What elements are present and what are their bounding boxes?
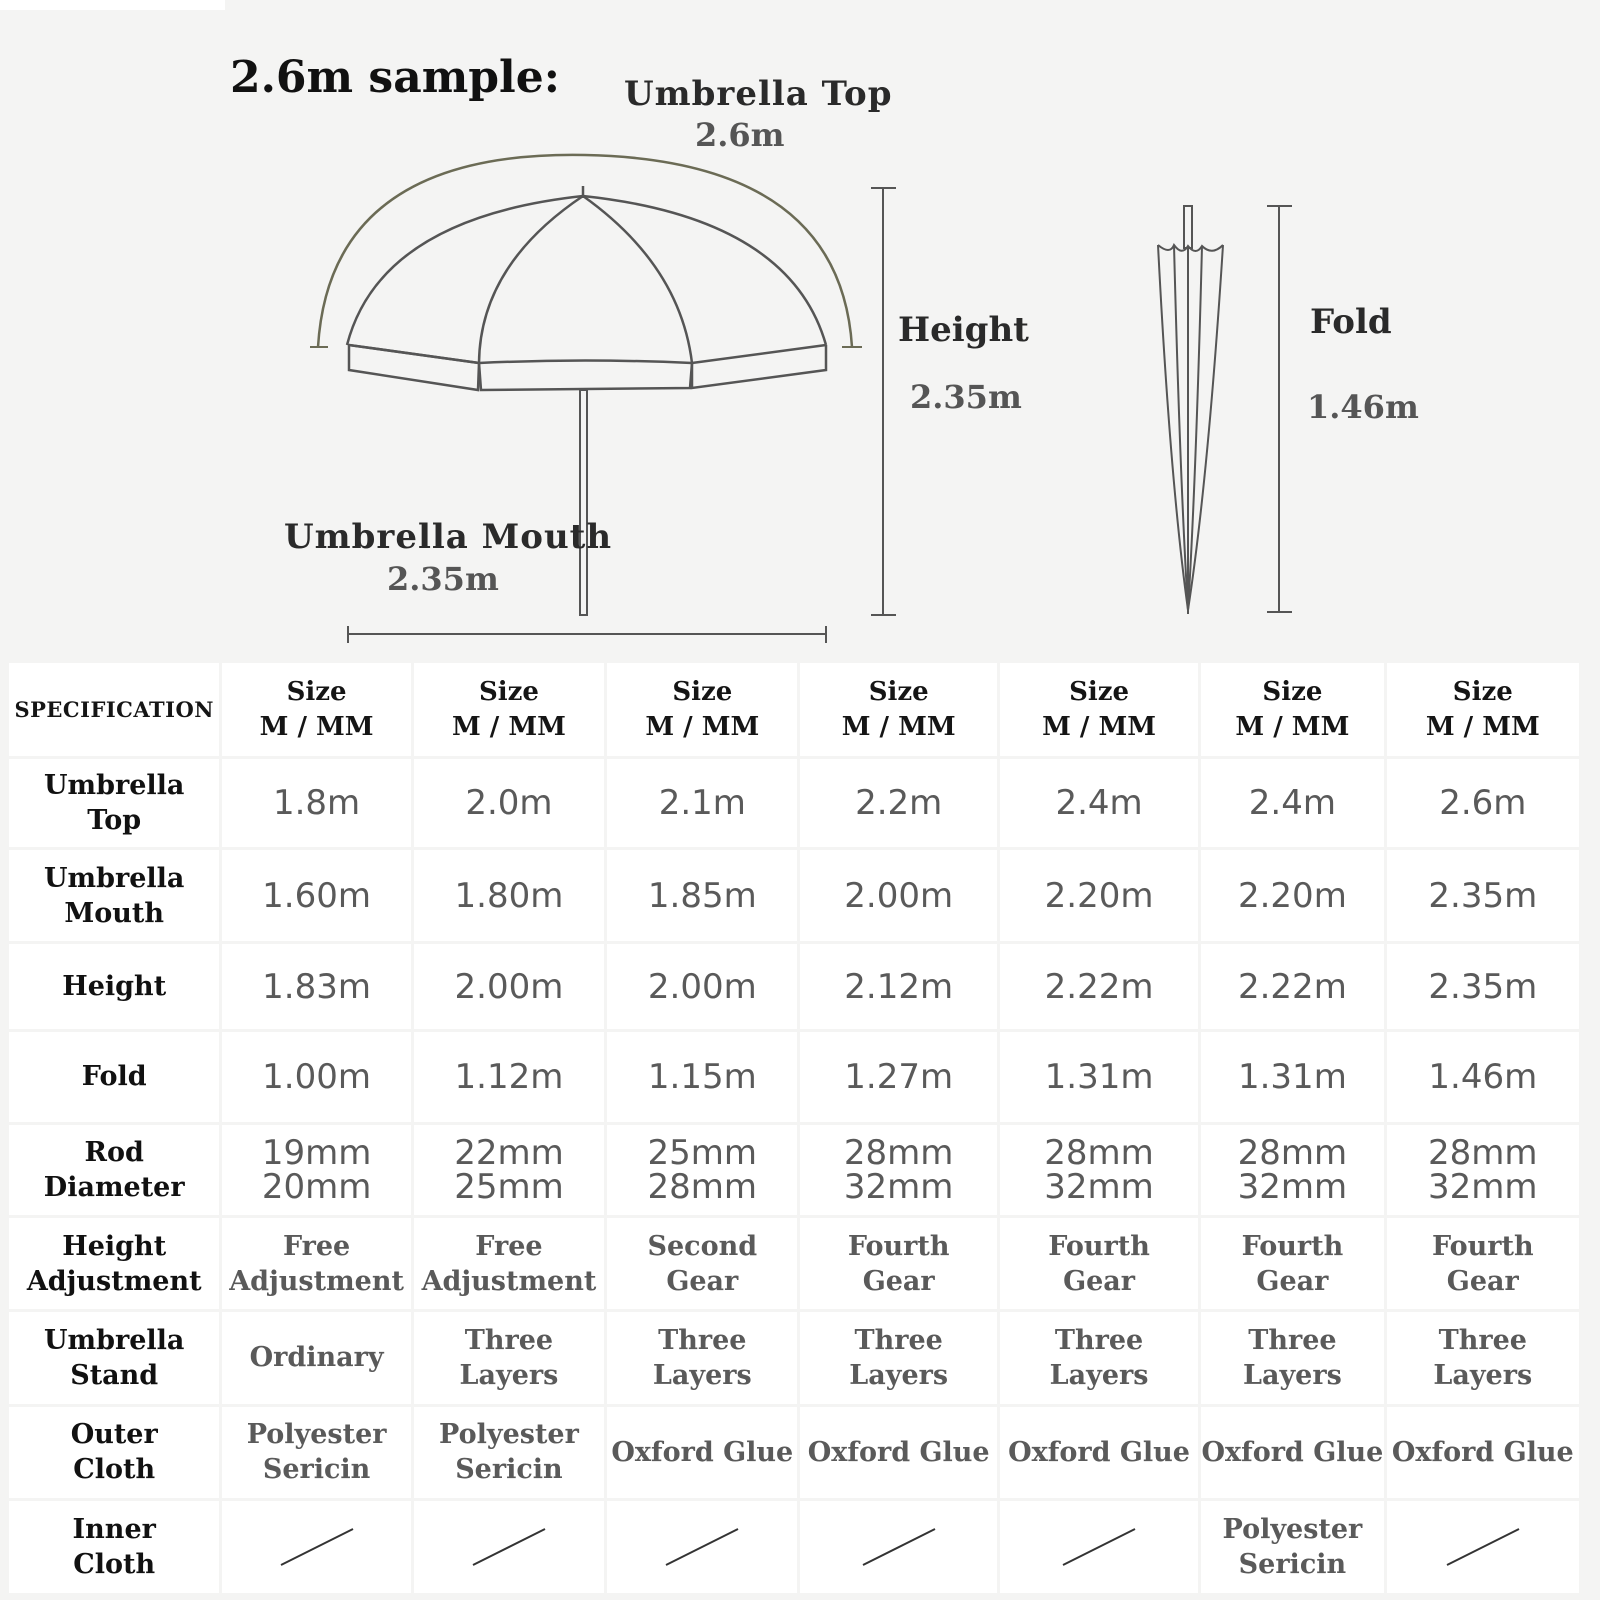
size-header — [414, 663, 604, 756]
umbrella-top-value: 2.6m — [695, 116, 785, 154]
cell-line: 25mm — [454, 1166, 564, 1207]
cell-line: 2.22m — [1237, 966, 1347, 1007]
table-cell — [222, 759, 410, 847]
cell-line: 2.35m — [1428, 966, 1538, 1007]
table-cell — [414, 1407, 604, 1498]
row-label — [9, 1501, 219, 1593]
cell-line: 1.60m — [262, 875, 371, 916]
cell-line: 28mm — [843, 1132, 954, 1173]
table-cell — [414, 759, 604, 847]
table-cell — [800, 759, 996, 847]
table-cell — [1387, 759, 1579, 847]
cell-line: Oxford Glue — [807, 1436, 990, 1468]
cell-line: 20mm — [261, 1166, 372, 1207]
size-label: Size — [286, 676, 347, 707]
table-cell — [800, 1218, 996, 1309]
cell-line: Sericin — [455, 1454, 563, 1486]
table-cell — [1387, 1218, 1579, 1309]
unit-label: M / MM — [645, 711, 760, 742]
row-label-line: Top — [87, 805, 142, 837]
cell-line: Fourth — [1048, 1230, 1150, 1262]
table-row — [9, 850, 1579, 941]
cell-line: Layers — [652, 1359, 752, 1391]
cell-line: Fourth — [847, 1230, 950, 1262]
row-label — [9, 1125, 219, 1215]
cell-line: Adjustment — [229, 1265, 404, 1297]
cell-line: 2.35m — [1428, 875, 1538, 916]
cell-line: Free — [282, 1230, 351, 1262]
cell-line: 2.00m — [844, 875, 954, 916]
cell-line: 28mm — [647, 1166, 758, 1207]
cell-line: 32mm — [1428, 1166, 1538, 1207]
size-label: Size — [1069, 676, 1130, 707]
table-cell — [800, 850, 996, 941]
size-label: Size — [1452, 676, 1513, 707]
cell-line: Gear — [666, 1265, 739, 1297]
cell-line: Three — [464, 1324, 554, 1356]
spec-table — [6, 660, 1582, 1596]
not-applicable-mark — [469, 1525, 549, 1569]
unit-label: M / MM — [259, 711, 374, 742]
not-applicable-mark — [662, 1525, 742, 1569]
cell-line: Layers — [1433, 1359, 1533, 1391]
cell-line: 1.80m — [454, 875, 564, 916]
table-cell — [607, 1501, 797, 1593]
not-applicable-mark — [1059, 1525, 1139, 1569]
cell-line: Fourth — [1431, 1230, 1534, 1262]
table-cell — [414, 1218, 604, 1309]
cell-line: 28mm — [1428, 1132, 1538, 1173]
table-cell — [1387, 1032, 1579, 1122]
umbrella-pole — [580, 390, 587, 615]
cell-line: Adjustment — [421, 1265, 597, 1297]
table-cell — [222, 1501, 410, 1593]
row-label-line: Rod — [84, 1136, 144, 1168]
cell-line: Gear — [1446, 1265, 1519, 1297]
table-cell — [607, 1218, 797, 1309]
table-cell — [222, 944, 410, 1028]
cell-line: 1.31m — [1237, 1056, 1347, 1097]
cell-line: 2.00m — [647, 966, 757, 1007]
table-cell — [1000, 1125, 1198, 1215]
table-cell — [1201, 1125, 1383, 1215]
unit-label: M / MM — [1235, 711, 1350, 742]
cell-line: 28mm — [1237, 1132, 1348, 1173]
cell-line: 2.4m — [1055, 783, 1143, 824]
row-label-line: Height — [62, 971, 167, 1003]
table-cell — [607, 759, 797, 847]
table-cell — [607, 1407, 797, 1498]
cell-line: Layers — [1243, 1359, 1342, 1391]
table-cell — [1201, 1218, 1383, 1309]
cell-line: 32mm — [1237, 1166, 1348, 1207]
cell-line: Gear — [862, 1265, 935, 1297]
cell-line: Oxford Glue — [1008, 1436, 1190, 1468]
table-cell — [1000, 1032, 1198, 1122]
table-cell — [607, 1125, 797, 1215]
fold-dimension — [1267, 206, 1292, 612]
table-cell — [1000, 1312, 1198, 1403]
table-cell — [414, 1312, 604, 1403]
cell-line: Layers — [459, 1359, 559, 1391]
not-applicable-mark — [1443, 1525, 1523, 1569]
table-cell — [800, 1312, 996, 1403]
row-label-line: Umbrella — [44, 862, 185, 894]
row-label-line: Inner — [72, 1513, 156, 1545]
table-cell — [1201, 759, 1383, 847]
table-cell — [800, 1407, 996, 1498]
table-cell — [1000, 944, 1198, 1028]
cell-line: Layers — [1049, 1359, 1149, 1391]
table-cell — [1201, 1407, 1383, 1498]
table-cell — [1387, 944, 1579, 1028]
table-cell — [222, 1407, 410, 1498]
cell-line: Fourth — [1241, 1230, 1344, 1262]
spec-body — [9, 759, 1579, 1593]
cell-line: 2.20m — [1237, 875, 1347, 916]
cell-line: 2.0m — [465, 783, 553, 824]
table-cell — [1000, 1407, 1198, 1498]
table-cell — [800, 1032, 996, 1122]
row-label — [9, 1407, 219, 1498]
table-cell — [1387, 1501, 1579, 1593]
cell-line: 2.22m — [1044, 966, 1154, 1007]
table-cell — [1201, 850, 1383, 941]
table-row — [9, 759, 1579, 847]
not-applicable-mark — [277, 1525, 357, 1569]
table-cell — [1387, 1312, 1579, 1403]
table-row — [9, 1407, 1579, 1498]
height-label: Height — [898, 310, 1029, 350]
row-label-line: Adjustment — [26, 1265, 202, 1297]
table-cell — [1387, 850, 1579, 941]
table-cell — [1000, 850, 1198, 941]
size-header — [1000, 663, 1198, 756]
cell-line: Oxford Glue — [1391, 1436, 1574, 1468]
sample-title: 2.6m sample: — [230, 52, 560, 103]
table-row — [9, 1312, 1579, 1403]
table-cell — [607, 850, 797, 941]
table-cell — [1387, 1407, 1579, 1498]
row-label — [9, 1218, 219, 1309]
cell-line: Three — [1054, 1324, 1144, 1356]
table-cell — [607, 944, 797, 1028]
row-label-line: Diameter — [43, 1171, 185, 1203]
table-cell — [607, 1312, 797, 1403]
cell-line: Ordinary — [249, 1342, 384, 1374]
cell-line: Free — [475, 1230, 543, 1262]
table-row — [9, 1125, 1579, 1215]
table-row — [9, 944, 1579, 1028]
cell-line: Three — [1248, 1324, 1337, 1356]
height-dimension — [871, 188, 896, 615]
table-cell — [222, 1125, 410, 1215]
row-label-line: Stand — [70, 1359, 159, 1391]
cell-line: Gear — [1256, 1265, 1329, 1297]
cell-line: 1.27m — [844, 1056, 954, 1097]
size-header — [222, 663, 410, 756]
cell-line: Gear — [1063, 1265, 1136, 1297]
table-cell — [800, 1125, 996, 1215]
header-row — [9, 663, 1579, 756]
cell-line: Sericin — [1238, 1548, 1347, 1580]
table-cell — [1201, 1312, 1383, 1403]
table-cell — [222, 1032, 410, 1122]
cell-line: 2.00m — [454, 966, 564, 1007]
row-label-line: Umbrella — [44, 770, 185, 802]
cell-line: 2.2m — [855, 783, 943, 824]
cell-line: 1.46m — [1428, 1056, 1538, 1097]
cell-line: Three — [1438, 1324, 1527, 1356]
cell-line: 25mm — [647, 1132, 758, 1173]
cell-line: Polyester — [246, 1419, 387, 1451]
mouth-dimension — [348, 626, 826, 643]
row-label-line: Fold — [81, 1061, 147, 1093]
size-label: Size — [672, 676, 733, 707]
size-header — [800, 663, 996, 756]
table-cell — [222, 1218, 410, 1309]
cell-line: 1.00m — [262, 1056, 371, 1097]
cell-line: Sericin — [262, 1454, 371, 1486]
cell-line: 1.31m — [1044, 1056, 1154, 1097]
table-cell — [1201, 1501, 1383, 1593]
cell-line: 2.1m — [658, 783, 746, 824]
cell-line: Polyester — [439, 1419, 579, 1451]
size-label: Size — [868, 676, 929, 707]
row-label — [9, 1312, 219, 1403]
unit-label: M / MM — [451, 711, 566, 742]
cell-line: 32mm — [843, 1166, 954, 1207]
cell-line: 1.12m — [454, 1056, 564, 1097]
cell-line: Polyester — [1222, 1513, 1363, 1545]
row-label — [9, 944, 219, 1028]
umbrella-canopy — [347, 186, 826, 390]
unit-label: M / MM — [841, 711, 956, 742]
not-applicable-mark — [859, 1525, 939, 1569]
size-header — [607, 663, 797, 756]
table-cell — [414, 944, 604, 1028]
unit-label: M / MM — [1425, 711, 1540, 742]
table-cell — [607, 1032, 797, 1122]
umbrella-mouth-value: 2.35m — [387, 560, 499, 598]
row-label — [9, 1032, 219, 1122]
table-cell — [800, 1501, 996, 1593]
umbrella-top-arc — [318, 155, 852, 347]
cell-line: Second — [647, 1230, 758, 1262]
cell-line: Three — [854, 1324, 943, 1356]
fold-value: 1.46m — [1307, 388, 1419, 426]
table-cell — [1201, 944, 1383, 1028]
cell-line: 22mm — [454, 1132, 564, 1173]
table-cell — [414, 850, 604, 941]
table-cell — [414, 1125, 604, 1215]
table-cell — [222, 1312, 410, 1403]
row-label — [9, 759, 219, 847]
cell-line: 1.83m — [262, 966, 371, 1007]
table-cell — [222, 850, 410, 941]
table-row — [9, 1218, 1579, 1309]
row-label-line: Cloth — [73, 1548, 156, 1580]
height-value: 2.35m — [910, 378, 1022, 416]
table-cell — [1000, 759, 1198, 847]
table-cell — [414, 1501, 604, 1593]
size-label: Size — [478, 676, 539, 707]
table-row — [9, 1501, 1579, 1593]
cell-line: 1.15m — [647, 1056, 757, 1097]
cell-line: 2.12m — [844, 966, 954, 1007]
cell-line: Layers — [849, 1359, 949, 1391]
table-cell — [1201, 1032, 1383, 1122]
table-cell — [800, 944, 996, 1028]
table-row — [9, 1032, 1579, 1122]
row-label-line: Outer — [70, 1419, 158, 1451]
row-label-line: Cloth — [73, 1454, 156, 1486]
cell-line: 1.8m — [272, 783, 361, 824]
row-label-line: Mouth — [64, 897, 165, 929]
folded-umbrella — [1158, 206, 1223, 614]
unit-label: M / MM — [1042, 711, 1157, 742]
table-cell — [1387, 1125, 1579, 1215]
row-label-line: Height — [62, 1230, 167, 1262]
umbrella-diagram — [0, 0, 1600, 650]
fold-label: Fold — [1310, 302, 1392, 342]
cell-line: Three — [658, 1324, 747, 1356]
table-cell — [414, 1032, 604, 1122]
size-header — [1201, 663, 1383, 756]
cell-line: 28mm — [1044, 1132, 1154, 1173]
cell-line: 2.20m — [1044, 875, 1154, 916]
size-label: Size — [1262, 676, 1323, 707]
row-label — [9, 850, 219, 941]
size-header — [1387, 663, 1579, 756]
cell-line: 32mm — [1044, 1166, 1154, 1207]
umbrella-mouth-label: Umbrella Mouth — [284, 517, 613, 557]
row-label-line: Umbrella — [44, 1324, 185, 1356]
spec-header: SPECIFICATION — [9, 663, 219, 756]
cell-line: Oxford Glue — [611, 1436, 794, 1468]
table-cell — [1000, 1218, 1198, 1309]
cell-line: 2.4m — [1248, 783, 1336, 824]
cell-line: 19mm — [261, 1132, 372, 1173]
table-cell — [1000, 1501, 1198, 1593]
umbrella-top-label: Umbrella Top — [624, 74, 893, 114]
cell-line: Oxford Glue — [1201, 1436, 1384, 1468]
cell-line: 1.85m — [647, 875, 757, 916]
cell-line: 2.6m — [1439, 783, 1527, 824]
